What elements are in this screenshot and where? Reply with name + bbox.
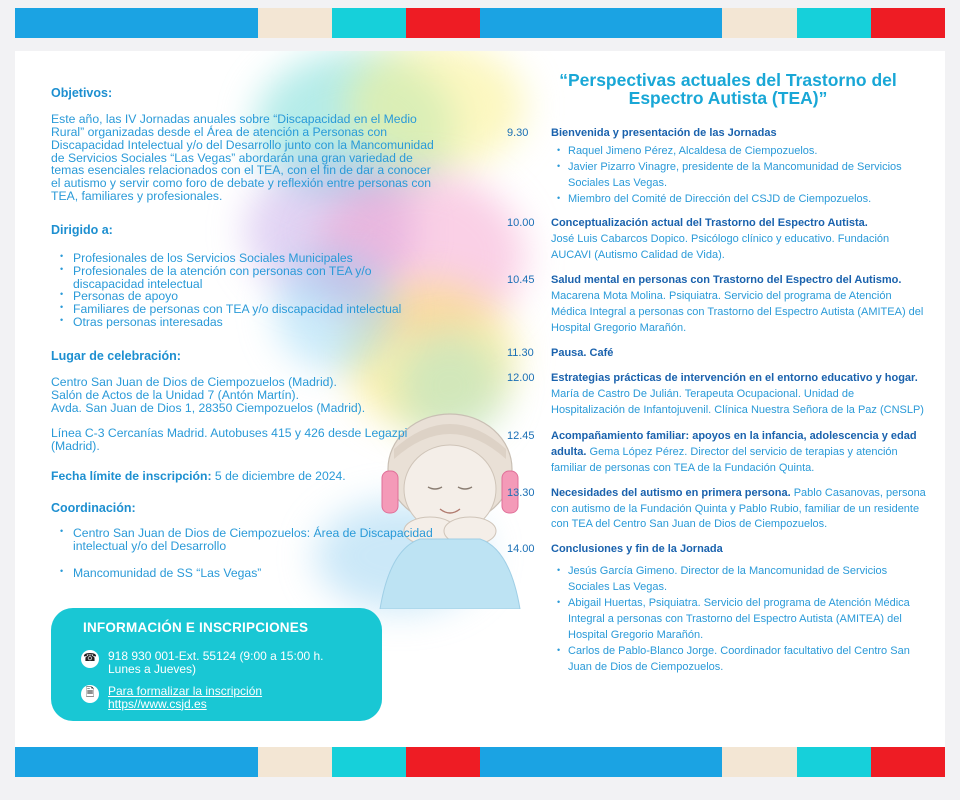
- program-item: [507, 542, 927, 676]
- list-item: • Carlos de Pablo-Blanco Jorge. Coordinador facultativo del Centro San Juan de Dios de Ciempozuelos.: [551, 644, 927, 676]
- phone-text: 918 930 001-Ext. 55124 (9:00 a 15:00 h. Lunes a Jueves): [108, 649, 324, 676]
- stripe-red: [871, 747, 945, 777]
- stripe-cyan: [332, 8, 406, 38]
- stripe-cyan: [332, 747, 406, 777]
- list-item: • Javier Pizarro Vinagre, presidente de la Mancomunidad de Servicios Sociales Las Vegas.: [551, 160, 927, 192]
- lugar-heading: Lugar de celebración:: [51, 348, 181, 363]
- program-time: 12.45: [507, 429, 535, 442]
- program-time: 12.00: [507, 371, 535, 384]
- program-time: 10.00: [507, 217, 535, 230]
- stripe-cyan: [797, 8, 871, 38]
- bottom-color-stripe: [15, 747, 945, 777]
- program-item-title: Necesidades del autismo en primera persona.: [551, 486, 791, 499]
- stripe-blue: [15, 8, 258, 38]
- program-item-title: Conceptualización actual del Trastorno del Espectro Autista.: [551, 217, 868, 230]
- program-item-title: Pausa. Café: [551, 347, 614, 359]
- coordinacion-list: [51, 527, 441, 579]
- stripe-red: [871, 8, 945, 38]
- program-item-title: Conclusiones y fin de la Jornada: [551, 543, 723, 556]
- list-item: • Miembro del Comité de Dirección del CSJD de Ciempozuelos.: [551, 192, 927, 208]
- program-item-desc: Gema López Pérez. Director del servicio de terapias y atención familiar de personas con TEA de la Fundación Quinta.: [551, 445, 898, 474]
- list-item: • Jesús García Gimeno. Director de la Mancomunidad de Servicios Sociales Las Vegas.: [551, 564, 927, 596]
- program-column: [507, 71, 927, 676]
- list-item: • Profesionales de los Servicios Sociales Municipales: [51, 252, 441, 265]
- brochure-page: [15, 51, 945, 747]
- top-color-stripe: [15, 8, 945, 38]
- stripe-blue: [15, 747, 258, 777]
- stripe-cyan: [797, 747, 871, 777]
- program-item-desc: Pablo Casanovas, persona con autismo de la Fundación Quinta y Pablo Rubio, familiar de un residente con TEA del Centro San Juan de Dios de Ciempozuelos.: [551, 486, 926, 531]
- program-title: “Perspectivas actuales del Trastorno del Espectro Autista (TEA)”: [559, 70, 897, 109]
- phone-row: [81, 650, 358, 675]
- coordinacion-heading: Coordinación:: [51, 500, 136, 515]
- program-item-desc: María de Castro De Julián. Terapeuta Ocupacional. Unidad de Hospitalización de Infantojuvenil. Clínica Nuestra Señora de la Paz (CNSLP): [551, 387, 924, 416]
- program-item: [507, 429, 927, 477]
- stripe-blue: [480, 8, 722, 38]
- program-item-title: Salud mental en personas con Trastorno del Espectro del Autismo.: [551, 274, 902, 287]
- stripe-beige: [722, 747, 797, 777]
- list-item: • Raquel Jimeno Pérez, Alcaldesa de Ciempozuelos.: [551, 144, 927, 160]
- program-item: [507, 486, 927, 534]
- website-link[interactable]: https//www.csjd.es: [108, 696, 207, 711]
- stripe-blue: [480, 747, 722, 777]
- list-item: • Abigail Huertas, Psiquiatra. Servicio del programa de Atención Médica Integral a personas con Trastorno del Espectro Autista (AMITEA) del Hospital Gregorio Marañón.: [551, 596, 927, 644]
- fecha-limite: [51, 470, 441, 483]
- stripe-red: [406, 8, 480, 38]
- list-item: • Mancomunidad de SS “Las Vegas”: [51, 567, 441, 580]
- speaker-list: [551, 564, 927, 676]
- list-item: • Centro San Juan de Dios de Ciempozuelos: Área de Discapacidad intelectual y/o del Desarrollo: [51, 527, 441, 553]
- program-item: [507, 126, 927, 208]
- program-item: [507, 273, 927, 337]
- program-time: 14.00: [507, 543, 535, 556]
- program-time: 11.30: [507, 347, 534, 359]
- objetivos-heading: Objetivos:: [51, 86, 113, 100]
- program-time: 13.30: [507, 486, 535, 499]
- info-box: [51, 608, 382, 721]
- inscripcion-link[interactable]: Para formalizar la inscripción: [108, 684, 263, 698]
- lugar-line: Salón de Actos de la Unidad 7 (Antón Martín).: [51, 387, 299, 402]
- stripe-red: [406, 747, 480, 777]
- list-item: • Profesionales de la atención con personas con TEA y/o discapacidad intelectual: [51, 265, 441, 291]
- program-item-title: Acompañamiento familiar: apoyos en la infancia, adolescencia y edad adulta.: [551, 429, 917, 458]
- fecha-label: Fecha límite de inscripción:: [51, 469, 212, 483]
- list-item: • Personas de apoyo: [51, 290, 441, 303]
- program-item: [507, 346, 927, 362]
- form-icon: 🗎: [81, 685, 99, 703]
- stripe-beige: [258, 8, 332, 38]
- dirigido-list: [51, 252, 441, 329]
- list-item: • Otras personas interesadas: [51, 316, 441, 329]
- lugar-line: Centro San Juan de Dios de Ciempozuelos (Madrid).: [51, 374, 337, 389]
- transporte-text: Línea C-3 Cercanías Madrid. Autobuses 415 y 426 desde Legazpi (Madrid).: [51, 426, 408, 454]
- objetivos-text: Este año, las IV Jornadas anuales sobre “Discapacidad en el Medio Rural” organizadas desde el Área de atención a Personas con Discapacidad Intelectual y/o del Desarrollo junto con la Mancomunidad de Servicios Sociales “Las Vegas” abordarán una gran variedad de temas esenciales relacionados con el TEA, con el fin de dar a conocer el autismo y servir como foro de debate y reflexión entre personas con TEA, familiares y profesionales.: [51, 112, 434, 203]
- program-item: [507, 371, 927, 419]
- fecha-value: 5 de diciembre de 2024.: [211, 469, 346, 483]
- left-column: [51, 87, 441, 579]
- program-item: [507, 216, 927, 264]
- speaker-list: [551, 144, 927, 208]
- dirigido-heading: Dirigido a:: [51, 222, 113, 237]
- lugar-line: Avda. San Juan de Dios 1, 28350 Ciempozuelos (Madrid).: [51, 400, 366, 415]
- program-item-title: Bienvenida y presentación de las Jornadas: [551, 126, 777, 139]
- program-time: 10.45: [507, 274, 535, 287]
- list-item: • Familiares de personas con TEA y/o discapacidad intelectual: [51, 303, 441, 316]
- stripe-beige: [722, 8, 797, 38]
- info-title: INFORMACIÓN E INSCRIPCIONES: [83, 620, 309, 635]
- program-item-desc: Macarena Mota Molina. Psiquiatra. Servicio del programa de Atención Médica Integral a personas con Trastorno del Espectro Autista (AMITEA) del Hospital Gregorio Marañón.: [551, 290, 924, 335]
- program-time: 9.30: [507, 126, 529, 139]
- stripe-beige: [258, 747, 332, 777]
- program-item-title: Estrategias prácticas de intervención en el entorno educativo y hogar.: [551, 371, 918, 384]
- program-item-desc: José Luis Cabarcos Dopico. Psicólogo clínico y educativo. Fundación AUCAVI (Autismo Calidad de Vida).: [551, 233, 890, 262]
- link-row: [81, 685, 262, 710]
- phone-icon: ☎: [81, 650, 99, 668]
